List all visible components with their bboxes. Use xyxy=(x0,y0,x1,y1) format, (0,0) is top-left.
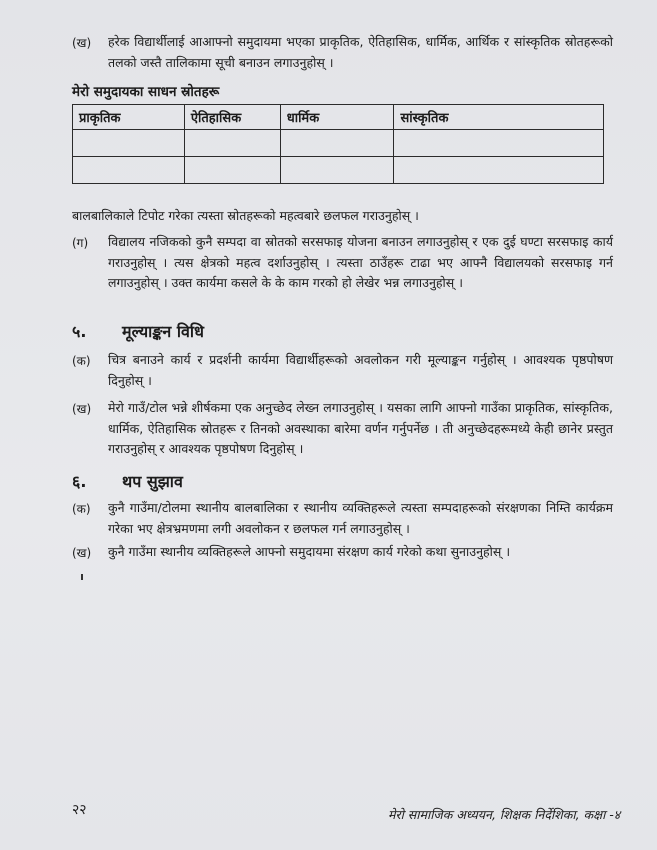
discussion-paragraph: बालबालिकाले टिपोट गरेका त्यस्ता स्रोतहरूको महत्वबारे छलफल गराउनुहोस् । xyxy=(72,208,419,223)
item-text: हरेक विद्यार्थीलाई आआफ्नो समुदायमा भएका प्राकृतिक, ऐतिहासिक, धार्मिक, आर्थिक र सांस्कृतिक स्रोतहरूको तलको जस्तै तालिकामा सूची बनाउन लगाउनुहोस् । xyxy=(108,34,613,70)
item-label: (ख) xyxy=(72,402,92,416)
ink-speck xyxy=(81,574,83,580)
table-header-cell: सांस्कृतिक xyxy=(394,105,604,130)
section-number: ६. xyxy=(72,472,87,491)
table-header-cell: प्राकृतिक xyxy=(73,105,185,130)
item-label: (क) xyxy=(72,354,91,368)
table-cell xyxy=(184,157,280,184)
item-text: मेरो गाउँ/टोल भन्ने शीर्षकमा एक अनुच्छेद लेख्न लगाउनुहोस् । यसका लागि आफ्नो गाउँका प्राकृतिक, सांस्कृतिक, धार्मिक, ऐतिहासिक स्रोतहरू र तिनको अवस्थाका बारेमा वर्णन गर्नुपर्नेछ । ती अनुच्छेदहरूमध्ये केही छानेर प्रस्तुत गराउनुहोस् र आवश्यक पृष्ठपोषण दिनुहोस् । xyxy=(108,400,613,456)
table-header-cell: ऐतिहासिक xyxy=(184,105,280,130)
table-cell xyxy=(184,130,280,157)
item-label: (ख) xyxy=(72,36,92,50)
table-cell xyxy=(394,157,604,184)
page-number: २२ xyxy=(72,802,87,818)
resources-table xyxy=(72,104,604,184)
table-row xyxy=(73,130,604,157)
table-cell xyxy=(73,157,185,184)
item-text: विद्यालय नजिकको कुनै सम्पदा वा स्रोतको सरसफाइ योजना बनाउन लगाउनुहोस् र एक दुई घण्टा सरसफाइ कार्य गराउनुहोस् । त्यस क्षेत्रको महत्व दर्शाउनुहोस् । त्यस्ता ठाउँहरू टाढा भए आफ्नै विद्यालयको सरसफाइ गर्न लगाउनुहोस् । उक्त कार्यमा कसले के के काम गरको हो लेखेर भन्न लगाउनुहोस् । xyxy=(108,234,613,290)
table-cell xyxy=(394,130,604,157)
item-text: चित्र बनाउने कार्य र प्रदर्शनी कार्यमा विद्यार्थीहरूको अवलोकन गरी मूल्याङ्कन गर्नुहोस् । आवश्यक पृष्ठपोषण दिनुहोस् । xyxy=(108,352,613,388)
section-number: ५. xyxy=(72,322,87,341)
item-label: (क) xyxy=(72,502,91,516)
table-header-cell: धार्मिक xyxy=(280,105,394,130)
section-title: मूल्याङ्कन विधि xyxy=(122,322,204,341)
item-text: कुनै गाउँमा/टोलमा स्थानीय बालबालिका र स्थानीय व्यक्तिहरूले त्यस्ता सम्पदाहरूको संरक्षणका निम्ति कार्यक्रम गरेका भए क्षेत्रभ्रमणमा लगी अवलोकन र छलफल गर्न लगाउनुहोस् । xyxy=(108,500,613,536)
table-header-row xyxy=(73,105,604,130)
table-title: मेरो समुदायका साधन स्रोतहरू xyxy=(72,84,220,100)
section-title: थप सुझाव xyxy=(122,472,183,491)
item-label: (ख) xyxy=(72,546,92,560)
table-cell xyxy=(73,130,185,157)
table-cell xyxy=(280,157,394,184)
item-text: कुनै गाउँमा स्थानीय व्यक्तिहरूले आफ्नो समुदायमा संरक्षण कार्य गरेको कथा सुनाउनुहोस् । xyxy=(108,544,511,559)
section-heading xyxy=(72,470,372,494)
table-row xyxy=(73,157,604,184)
running-footer-title: मेरो सामाजिक अध्ययन, शिक्षक निर्देशिका, कक्षा -४ xyxy=(388,807,621,822)
section-heading xyxy=(72,320,372,344)
table-cell xyxy=(280,130,394,157)
item-label: (ग) xyxy=(72,236,89,250)
